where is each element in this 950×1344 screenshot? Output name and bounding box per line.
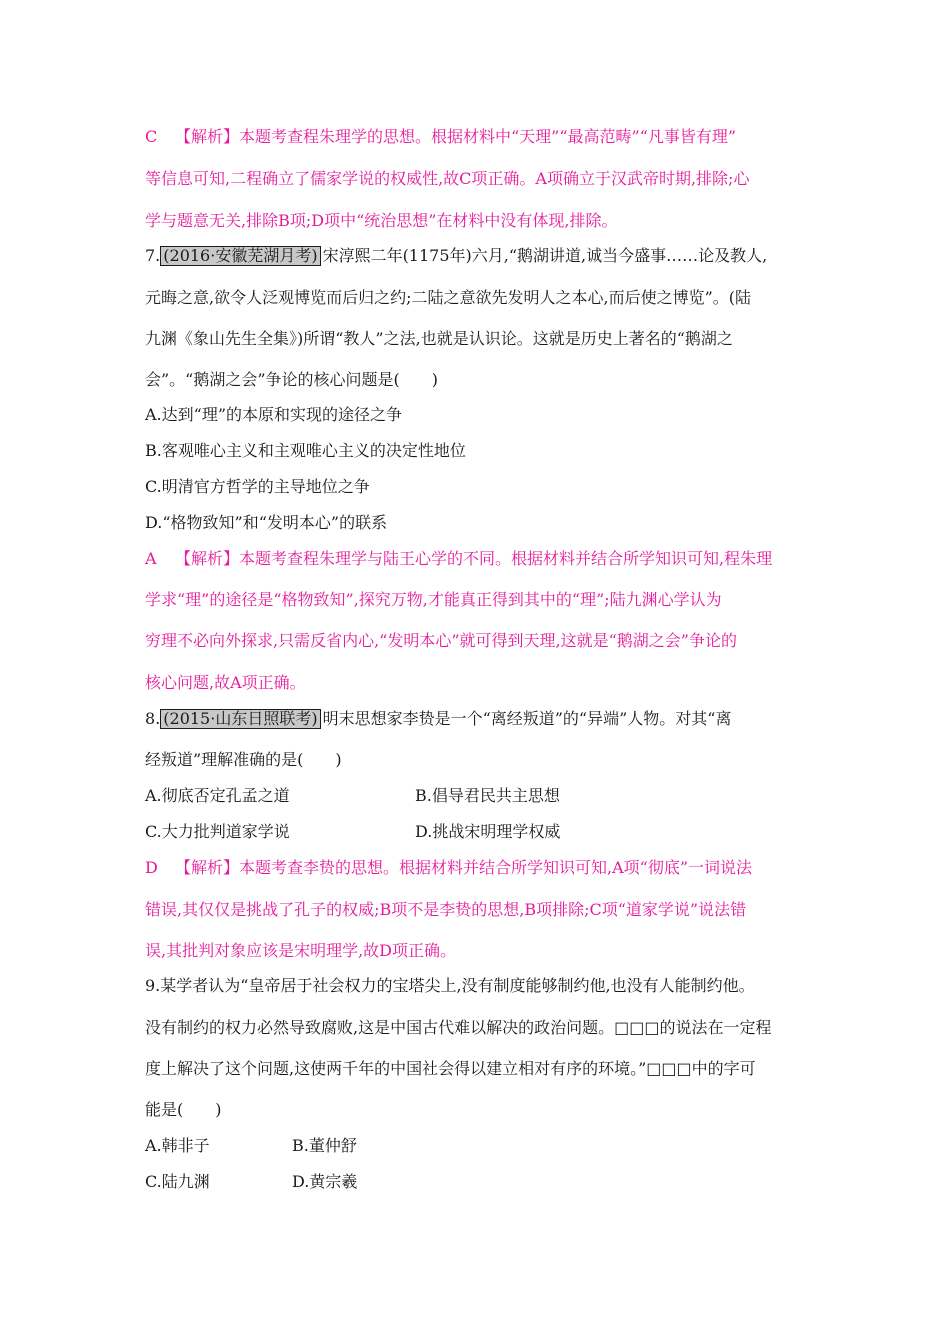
- q8-option-a: A.彻底否定孔孟之道: [145, 786, 290, 805]
- q7-stem-text: 宋淳熙二年(1175年)六月,“鹅湖讲道,诚当今盛事……论及教人,: [322, 246, 768, 265]
- q7-answer-line-4: 核心问题,故A项正确。: [145, 673, 306, 692]
- q8-answer-letter: D: [145, 858, 158, 877]
- q8-source-tag: (2015·山东日照联考): [160, 709, 320, 729]
- q8-answer-line-3: 误,其批判对象应该是宋明理学,故D项正确。: [145, 941, 457, 960]
- q7-number: 7.: [145, 246, 161, 265]
- q9-stem-line-2: 没有制约的权力必然导致腐败,这是中国古代难以解决的政治问题。□□□的说法在一定程: [145, 1018, 772, 1037]
- q7-option-b: B.客观唯心主义和主观唯心主义的决定性地位: [145, 441, 466, 460]
- q9-option-d: D.黄宗羲: [292, 1172, 358, 1191]
- q9-stem-line-3: 度上解决了这个问题,这使两千年的中国社会得以建立相对有序的环境。”□□□中的字可: [145, 1059, 756, 1078]
- q7-option-c: C.明清官方哲学的主导地位之争: [145, 477, 370, 496]
- q9-option-b: B.董仲舒: [292, 1136, 357, 1155]
- q9-option-a: A.韩非子: [145, 1136, 210, 1155]
- q7-stem-line-2: 元晦之意,欲令人泛观博览而后归之约;二陆之意欲先发明人之本心,而后使之博览”。(陆: [145, 288, 751, 307]
- q7-source-tag: (2016·安徽芜湖月考): [160, 246, 320, 266]
- q6-answer-line-3: 学与题意无关,排除B项;D项中“统治思想”在材料中没有体现,排除。: [145, 211, 618, 230]
- q9-stem-line-1: 9.某学者认为“皇帝居于社会权力的宝塔尖上,没有制度能够制约他,也没有人能制约他。: [145, 976, 755, 995]
- q6-answer-line-1: [145, 127, 736, 147]
- q7-option-a: A.达到“理”的本原和实现的途径之争: [145, 405, 403, 424]
- q7-answer-letter: A: [145, 549, 157, 568]
- q7-stem-line-1: [145, 246, 767, 266]
- q7-answer-line-2: 学求“理”的途径是“格物致知”,探究万物,才能真正得到其中的“理”;陆九渊心学认为: [145, 590, 722, 609]
- q8-answer-line-1: [145, 858, 752, 878]
- q9-option-c: C.陆九渊: [145, 1172, 210, 1191]
- q6-answer-letter: C: [145, 127, 158, 146]
- q7-answer-line-1: [145, 549, 772, 569]
- q7-answer-line-3: 穷理不必向外探求,只需反省内心,“发明本心”就可得到天理,这就是“鹅湖之会”争论的: [145, 631, 737, 650]
- q9-stem-line-4: 能是( ): [145, 1100, 222, 1119]
- q8-answer-line-2: 错误,其仅仅是挑战了孔子的权威;B项不是李贽的思想,B项排除;C项“道家学说”说法错: [145, 900, 747, 919]
- q8-option-c: C.大力批判道家学说: [145, 822, 290, 841]
- q8-option-d: D.挑战宋明理学权威: [415, 822, 561, 841]
- q8-stem-line-2: 经叛道”理解准确的是( ): [145, 750, 342, 769]
- q7-answer-text: 【解析】本题考查程朱理学与陆王心学的不同。根据材料并结合所学知识可知,程朱理: [175, 549, 773, 568]
- q6-answer-text: 【解析】本题考查程朱理学的思想。根据材料中“天理”“最高范畴”“凡事皆有理”: [175, 127, 737, 146]
- q7-stem-line-3: 九渊《象山先生全集》)所谓“教人”之法,也就是认识论。这就是历史上著名的“鹅湖之: [145, 329, 733, 348]
- q8-stem-text: 明末思想家李贽是一个“离经叛道”的“异端”人物。对其“离: [322, 709, 732, 728]
- q7-option-d: D.“格物致知”和“发明本心”的联系: [145, 513, 388, 532]
- q8-number: 8.: [145, 709, 161, 728]
- q8-option-b: B.倡导君民共主思想: [415, 786, 560, 805]
- q8-answer-text: 【解析】本题考查李贽的思想。根据材料并结合所学知识可知,A项“彻底”一词说法: [175, 858, 753, 877]
- q7-stem-line-4: 会”。“鹅湖之会”争论的核心问题是( ): [145, 370, 439, 389]
- q6-answer-line-2: 等信息可知,二程确立了儒家学说的权威性,故C项正确。A项确立于汉武帝时期,排除;心: [145, 169, 750, 188]
- q8-stem-line-1: [145, 709, 731, 729]
